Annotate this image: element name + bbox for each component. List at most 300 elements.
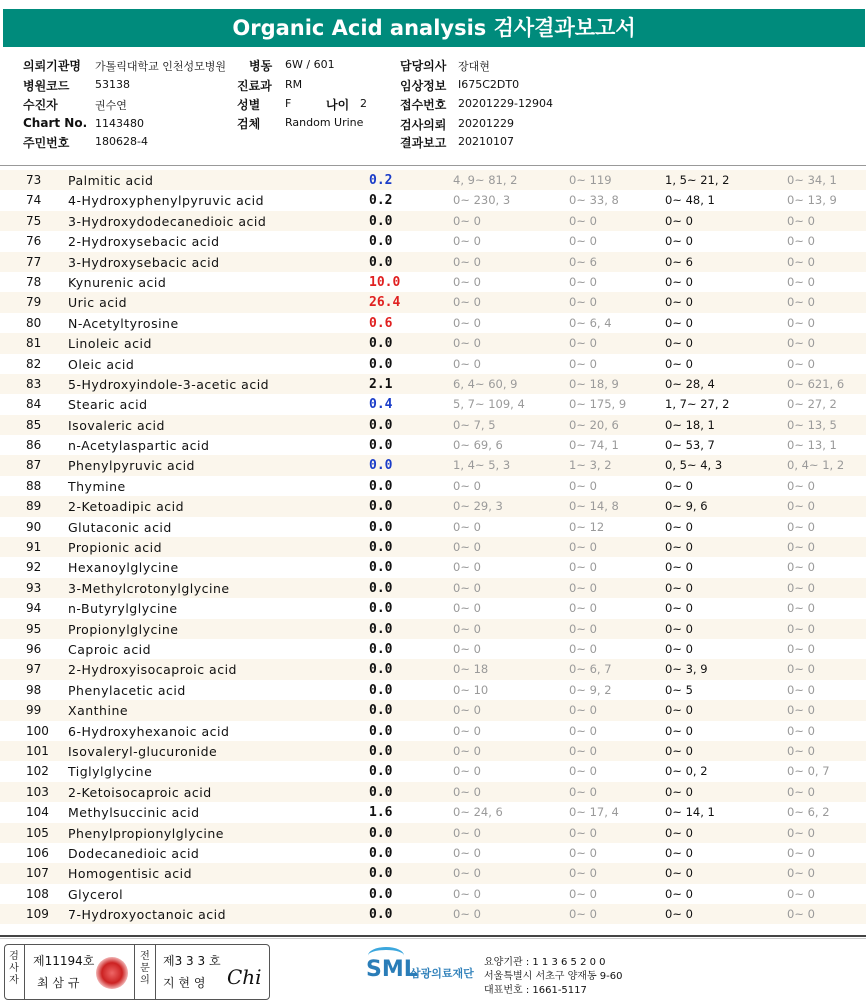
ward-value: 6W / 601	[285, 58, 335, 71]
reference-range-1: 0~ 230, 3	[453, 193, 511, 208]
reference-range-1: 0~ 29, 3	[453, 499, 503, 514]
reference-range-3: 0~ 0	[665, 336, 693, 351]
reference-range-3: 0~ 0	[665, 784, 693, 799]
reference-range-2: 0~ 0	[569, 743, 597, 758]
table-row	[0, 537, 866, 557]
reference-range-2: 0~ 0	[569, 784, 597, 799]
reference-range-3: 0~ 0	[665, 234, 693, 249]
analyte-name: Stearic acid	[68, 397, 148, 413]
reference-range-4: 0~ 621, 6	[787, 376, 845, 391]
analyte-name: Homogentisic acid	[68, 866, 193, 882]
reference-range-1: 0~ 0	[453, 478, 481, 493]
row-number: 108	[26, 886, 49, 901]
result-value: 0.0	[369, 866, 393, 882]
analyte-name: Glycerol	[68, 886, 124, 902]
table-row	[0, 252, 866, 272]
reference-range-4: 0~ 13, 9	[787, 193, 837, 208]
reference-range-4: 0~ 0	[787, 295, 815, 310]
reference-range-2: 0~ 6	[569, 254, 597, 269]
reference-range-2: 0~ 0	[569, 478, 597, 493]
analyte-name: Kynurenic acid	[68, 274, 167, 290]
result-value: 0.2	[369, 193, 393, 209]
analyte-name: n-Butyrylglycine	[68, 601, 178, 617]
reference-range-2: 0~ 74, 1	[569, 438, 619, 453]
reference-range-2: 0~ 175, 9	[569, 397, 627, 412]
reference-range-3: 0~ 6	[665, 254, 693, 269]
reference-range-4: 0~ 0	[787, 254, 815, 269]
result-value: 0.0	[369, 845, 393, 861]
result-value: 26.4	[369, 295, 401, 311]
analyte-name: Palmitic acid	[68, 173, 154, 188]
analyte-name: Phenylpropionylglycine	[68, 825, 225, 841]
request-date-label: 검사의뢰	[400, 118, 447, 132]
result-value: 0.0	[369, 703, 393, 719]
signature-icon: Chi	[227, 965, 262, 989]
examiner-label: 검사자	[9, 951, 19, 986]
analyte-name: Propionic acid	[68, 540, 163, 556]
table-row	[0, 639, 866, 659]
report-date-label: 결과보고	[400, 136, 447, 150]
department-label: 진료과	[237, 79, 272, 93]
table-row	[0, 823, 866, 843]
reference-range-1: 0~ 0	[453, 234, 481, 249]
signature-box	[4, 944, 270, 1000]
reference-range-1: 0~ 0	[453, 580, 481, 595]
row-number: 95	[26, 621, 42, 636]
reference-range-1: 0~ 0	[453, 641, 481, 656]
analyte-name: Phenylacetic acid	[68, 682, 186, 698]
reference-range-2: 0~ 0	[569, 540, 597, 555]
analyte-name: Glutaconic acid	[68, 519, 172, 535]
reference-range-1: 0~ 0	[453, 601, 481, 616]
row-number: 86	[26, 438, 42, 453]
row-number: 96	[26, 641, 42, 656]
table-row	[0, 721, 866, 741]
chart-no-value: 1143480	[95, 117, 144, 130]
reference-range-2: 0~ 0	[569, 580, 597, 595]
reference-range-3: 0~ 3, 9	[665, 662, 708, 677]
analyte-name: Linoleic acid	[68, 336, 152, 352]
patient-label: 수진자	[23, 98, 58, 112]
analyte-name: Propionylglycine	[68, 621, 179, 637]
receipt-no-value: 20201229-12904	[458, 97, 553, 110]
result-value: 0.0	[369, 499, 393, 515]
table-row	[0, 170, 866, 190]
reference-range-2: 0~ 0	[569, 886, 597, 901]
reference-range-4: 0~ 0	[787, 336, 815, 351]
header-divider	[0, 165, 866, 166]
reference-range-1: 0~ 0	[453, 703, 481, 718]
result-value: 0.0	[369, 764, 393, 780]
reference-range-3: 0~ 0	[665, 356, 693, 371]
specimen-label: 검체	[237, 117, 261, 131]
reference-range-2: 0~ 0	[569, 274, 597, 289]
reference-range-3: 0~ 0	[665, 825, 693, 840]
result-value: 0.0	[369, 254, 393, 270]
row-number: 76	[26, 234, 42, 249]
reference-range-1: 5, 7~ 109, 4	[453, 397, 525, 412]
reference-range-2: 0~ 6, 7	[569, 662, 612, 677]
reference-range-4: 0~ 0	[787, 784, 815, 799]
reference-range-1: 1, 4~ 5, 3	[453, 458, 511, 473]
resident-no-label: 주민번호	[23, 136, 70, 150]
clinical-info-label: 임상정보	[400, 79, 447, 93]
row-number: 92	[26, 560, 42, 575]
reference-range-2: 0~ 0	[569, 641, 597, 656]
result-value: 0.0	[369, 213, 393, 229]
reference-range-3: 0~ 0	[665, 723, 693, 738]
reference-range-3: 0~ 0	[665, 907, 693, 922]
reference-range-2: 0~ 0	[569, 845, 597, 860]
row-number: 84	[26, 397, 42, 412]
reference-range-4: 0~ 0	[787, 723, 815, 738]
reference-range-2: 0~ 0	[569, 723, 597, 738]
reference-range-4: 0~ 0	[787, 519, 815, 534]
table-row	[0, 598, 866, 618]
table-row	[0, 741, 866, 761]
analyte-name: 3-Hydroxysebacic acid	[68, 254, 220, 270]
reference-range-2: 0~ 20, 6	[569, 417, 619, 432]
row-number: 109	[26, 907, 49, 922]
reference-range-1: 0~ 0	[453, 764, 481, 779]
table-row	[0, 557, 866, 577]
table-row	[0, 517, 866, 537]
row-number: 105	[26, 825, 49, 840]
analyte-name: Dodecanedioic acid	[68, 845, 200, 861]
reference-range-4: 0~ 0	[787, 213, 815, 228]
report-date-value: 20210107	[458, 135, 514, 148]
reference-range-3: 1, 5~ 21, 2	[665, 173, 730, 187]
analyte-name: Phenylpyruvic acid	[68, 458, 195, 474]
reference-range-4: 0~ 0	[787, 662, 815, 677]
analyte-name: 2-Ketoadipic acid	[68, 499, 185, 515]
analyte-name: n-Acetylaspartic acid	[68, 438, 210, 454]
reference-range-4: 0~ 0	[787, 907, 815, 922]
analyte-name: 3-Methylcrotonylglycine	[68, 580, 230, 596]
reference-range-3: 0~ 28, 4	[665, 376, 715, 391]
result-value: 0.0	[369, 417, 393, 433]
reference-range-3: 1, 7~ 27, 2	[665, 397, 730, 412]
result-value: 2.1	[369, 376, 393, 392]
reference-range-1: 0~ 0	[453, 886, 481, 901]
table-row	[0, 476, 866, 496]
reference-range-3: 0~ 0	[665, 866, 693, 881]
requesting-org-value: 가톨릭대학교 인천성모병원	[95, 60, 227, 73]
reviewer-license: 제3 3 3 호	[163, 954, 221, 968]
analyte-name: 5-Hydroxyindole-3-acetic acid	[68, 376, 270, 392]
reference-range-2: 0~ 0	[569, 560, 597, 575]
analyte-name: 6-Hydroxyhexanoic acid	[68, 723, 230, 739]
result-value: 0.0	[369, 519, 393, 535]
result-value: 0.0	[369, 601, 393, 617]
analyte-name: Caproic acid	[68, 641, 152, 657]
specimen-value: Random Urine	[285, 116, 364, 129]
table-row	[0, 231, 866, 251]
reference-range-1: 0~ 0	[453, 213, 481, 228]
reference-range-4: 0~ 0	[787, 825, 815, 840]
reference-range-4: 0~ 0	[787, 682, 815, 697]
ward-label: 병동	[249, 59, 273, 73]
row-number: 83	[26, 376, 42, 391]
reference-range-1: 0~ 0	[453, 723, 481, 738]
analyte-name: 2-Ketoisocaproic acid	[68, 784, 212, 800]
reference-range-2: 0~ 6, 4	[569, 315, 612, 330]
result-value: 0.0	[369, 682, 393, 698]
reference-range-4: 0~ 0	[787, 356, 815, 371]
reference-range-3: 0~ 0	[665, 315, 693, 330]
signature-divider	[24, 945, 25, 999]
result-value: 0.0	[369, 478, 393, 494]
reference-range-3: 0~ 53, 7	[665, 438, 715, 453]
reference-range-2: 0~ 14, 8	[569, 499, 619, 514]
reference-range-1: 6, 4~ 60, 9	[453, 376, 518, 391]
result-value: 0.0	[369, 234, 393, 250]
result-value: 0.0	[369, 743, 393, 759]
table-row	[0, 578, 866, 598]
row-number: 87	[26, 458, 42, 473]
reference-range-3: 0~ 0	[665, 641, 693, 656]
examiner-license: 제11194호	[33, 954, 95, 968]
examiner-name: 최 삼 규	[37, 976, 80, 990]
analyte-name: Xanthine	[68, 703, 129, 719]
result-value: 0.0	[369, 662, 393, 678]
reference-range-2: 0~ 18, 9	[569, 376, 619, 391]
resident-no-value: 180628-4	[95, 135, 148, 148]
reference-range-3: 0~ 0	[665, 743, 693, 758]
table-row	[0, 374, 866, 394]
result-value: 10.0	[369, 274, 401, 290]
row-number: 88	[26, 478, 42, 493]
row-number: 97	[26, 662, 42, 677]
reference-range-1: 0~ 0	[453, 907, 481, 922]
reference-range-4: 0~ 0	[787, 703, 815, 718]
table-row	[0, 190, 866, 210]
department-value: RM	[285, 78, 303, 91]
analyte-name: 2-Hydroxysebacic acid	[68, 234, 220, 250]
chart-no-label: Chart No.	[23, 116, 88, 130]
reference-range-4: 0~ 34, 1	[787, 173, 837, 187]
table-row	[0, 700, 866, 720]
reviewer-label: 전문의	[140, 951, 150, 986]
reference-range-1: 0~ 0	[453, 295, 481, 310]
row-number: 78	[26, 274, 42, 289]
reference-range-1: 0~ 10	[453, 682, 489, 697]
reference-range-3: 0~ 0	[665, 540, 693, 555]
reference-range-4: 0~ 0, 7	[787, 764, 830, 779]
reference-range-3: 0~ 0	[665, 519, 693, 534]
results-table	[0, 170, 866, 924]
reference-range-4: 0~ 0	[787, 845, 815, 860]
reference-range-4: 0~ 13, 1	[787, 438, 837, 453]
reference-range-2: 0~ 0	[569, 295, 597, 310]
age-value: 2	[360, 97, 367, 110]
reference-range-4: 0~ 0	[787, 886, 815, 901]
result-value: 0.0	[369, 438, 393, 454]
table-row	[0, 496, 866, 516]
result-value: 0.4	[369, 397, 393, 413]
reference-range-1: 0~ 0	[453, 784, 481, 799]
reference-range-2: 0~ 0	[569, 764, 597, 779]
doctor-value: 장대현	[458, 60, 490, 73]
hospital-code-value: 53138	[95, 78, 130, 91]
row-number: 91	[26, 540, 42, 555]
row-number: 107	[26, 866, 49, 881]
address: 서울특별시 서초구 양재동 9-60	[484, 971, 623, 982]
analyte-name: Hexanoylglycine	[68, 560, 179, 576]
table-row	[0, 782, 866, 802]
reference-range-3: 0~ 0	[665, 845, 693, 860]
reviewer-name: 지 현 영	[163, 976, 206, 990]
patient-info-header	[0, 52, 866, 164]
reference-range-3: 0~ 0	[665, 580, 693, 595]
analyte-name: Methylsuccinic acid	[68, 805, 200, 821]
analyte-name: N-Acetyltyrosine	[68, 315, 179, 331]
table-row	[0, 802, 866, 822]
reference-range-3: 0~ 0	[665, 703, 693, 718]
row-number: 106	[26, 845, 49, 860]
logo-text: SML	[366, 957, 418, 982]
result-value: 0.0	[369, 458, 393, 474]
reference-range-2: 0~ 0	[569, 601, 597, 616]
row-number: 100	[26, 723, 49, 738]
reference-range-2: 0~ 0	[569, 703, 597, 718]
reference-range-4: 0~ 13, 5	[787, 417, 837, 432]
row-number: 101	[26, 743, 49, 758]
reference-range-3: 0~ 0	[665, 601, 693, 616]
signature-divider	[155, 945, 156, 999]
footer-divider	[0, 935, 866, 937]
reference-range-3: 0~ 0	[665, 213, 693, 228]
reference-range-3: 0~ 0	[665, 621, 693, 636]
table-row	[0, 313, 866, 333]
analyte-name: Uric acid	[68, 295, 128, 311]
analyte-name: Tiglylglycine	[68, 764, 153, 780]
result-value: 0.0	[369, 336, 393, 352]
reference-range-1: 0~ 24, 6	[453, 805, 503, 820]
table-row	[0, 904, 866, 924]
reference-range-4: 0~ 0	[787, 274, 815, 289]
result-value: 0.0	[369, 784, 393, 800]
reference-range-1: 0~ 18	[453, 662, 489, 677]
table-row	[0, 455, 866, 475]
reference-range-2: 0~ 12	[569, 519, 605, 534]
sex-value: F	[285, 97, 292, 110]
reference-range-2: 0~ 0	[569, 866, 597, 881]
reference-range-1: 0~ 0	[453, 356, 481, 371]
row-number: 90	[26, 519, 42, 534]
row-number: 99	[26, 703, 42, 718]
reference-range-1: 0~ 69, 6	[453, 438, 503, 453]
reference-range-1: 0~ 0	[453, 315, 481, 330]
reference-range-4: 0~ 0	[787, 540, 815, 555]
reference-range-3: 0~ 0, 2	[665, 764, 708, 779]
reference-range-4: 0~ 0	[787, 621, 815, 636]
analyte-name: Isovaleric acid	[68, 417, 165, 433]
reference-range-1: 0~ 0	[453, 336, 481, 351]
analyte-name: 2-Hydroxyisocaproic acid	[68, 662, 237, 678]
row-number: 94	[26, 601, 42, 616]
request-date-value: 20201229	[458, 117, 514, 130]
reference-range-3: 0~ 14, 1	[665, 805, 715, 820]
row-number: 102	[26, 764, 49, 779]
row-number: 89	[26, 499, 42, 514]
reference-range-4: 0~ 0	[787, 234, 815, 249]
row-number: 80	[26, 315, 42, 330]
reference-range-2: 0~ 0	[569, 213, 597, 228]
reference-range-2: 0~ 0	[569, 234, 597, 249]
row-number: 73	[26, 173, 42, 187]
result-value: 0.0	[369, 621, 393, 637]
analyte-name: 7-Hydroxyoctanoic acid	[68, 907, 227, 923]
reference-range-3: 0~ 0	[665, 886, 693, 901]
table-row	[0, 843, 866, 863]
row-number: 77	[26, 254, 42, 269]
reference-range-1: 0~ 0	[453, 560, 481, 575]
analyte-name: 3-Hydroxydodecanedioic acid	[68, 213, 267, 229]
row-number: 74	[26, 193, 42, 208]
doctor-label: 담당의사	[400, 59, 447, 73]
reference-range-3: 0~ 0	[665, 295, 693, 310]
hospital-code-label: 병원코드	[23, 79, 70, 93]
reference-range-4: 0~ 0	[787, 866, 815, 881]
reference-range-2: 0~ 0	[569, 825, 597, 840]
reference-range-2: 0~ 0	[569, 907, 597, 922]
row-number: 82	[26, 356, 42, 371]
row-number: 93	[26, 580, 42, 595]
reference-range-2: 1~ 3, 2	[569, 458, 612, 473]
reference-range-3: 0~ 48, 1	[665, 193, 715, 208]
result-value: 0.0	[369, 580, 393, 596]
table-row	[0, 354, 866, 374]
reference-range-3: 0~ 0	[665, 560, 693, 575]
result-value: 0.6	[369, 315, 393, 331]
result-value: 1.6	[369, 805, 393, 821]
table-row	[0, 435, 866, 455]
reference-range-4: 0~ 0	[787, 315, 815, 330]
reference-range-4: 0~ 0	[787, 601, 815, 616]
reference-range-3: 0~ 9, 6	[665, 499, 708, 514]
reference-range-1: 0~ 0	[453, 866, 481, 881]
result-value: 0.0	[369, 540, 393, 556]
reference-range-1: 0~ 0	[453, 274, 481, 289]
reference-range-1: 0~ 0	[453, 540, 481, 555]
age-label: 나이	[326, 98, 350, 112]
table-row	[0, 272, 866, 292]
result-value: 0.0	[369, 356, 393, 372]
reference-range-4: 0~ 0	[787, 743, 815, 758]
row-number: 98	[26, 682, 42, 697]
result-value: 0.0	[369, 560, 393, 576]
reference-range-4: 0~ 27, 2	[787, 397, 837, 412]
table-row	[0, 884, 866, 904]
reference-range-4: 0~ 0	[787, 499, 815, 514]
reference-range-3: 0~ 18, 1	[665, 417, 715, 432]
report-title: Organic Acid analysis 검사결과보고서	[3, 9, 865, 47]
result-value: 0.0	[369, 641, 393, 657]
reference-range-2: 0~ 0	[569, 336, 597, 351]
reference-range-4: 0~ 0	[787, 641, 815, 656]
analyte-name: Oleic acid	[68, 356, 135, 372]
requesting-org-label: 의뢰기관명	[23, 59, 81, 73]
reference-range-3: 0~ 5	[665, 682, 693, 697]
analyte-name: 4-Hydroxyphenylpyruvic acid	[68, 193, 265, 209]
table-row	[0, 394, 866, 414]
analyte-name: Thymine	[68, 478, 126, 494]
reference-range-2: 0~ 0	[569, 621, 597, 636]
analyte-name: Isovaleryl-glucuronide	[68, 743, 218, 759]
table-row	[0, 292, 866, 312]
reference-range-3: 0~ 0	[665, 274, 693, 289]
